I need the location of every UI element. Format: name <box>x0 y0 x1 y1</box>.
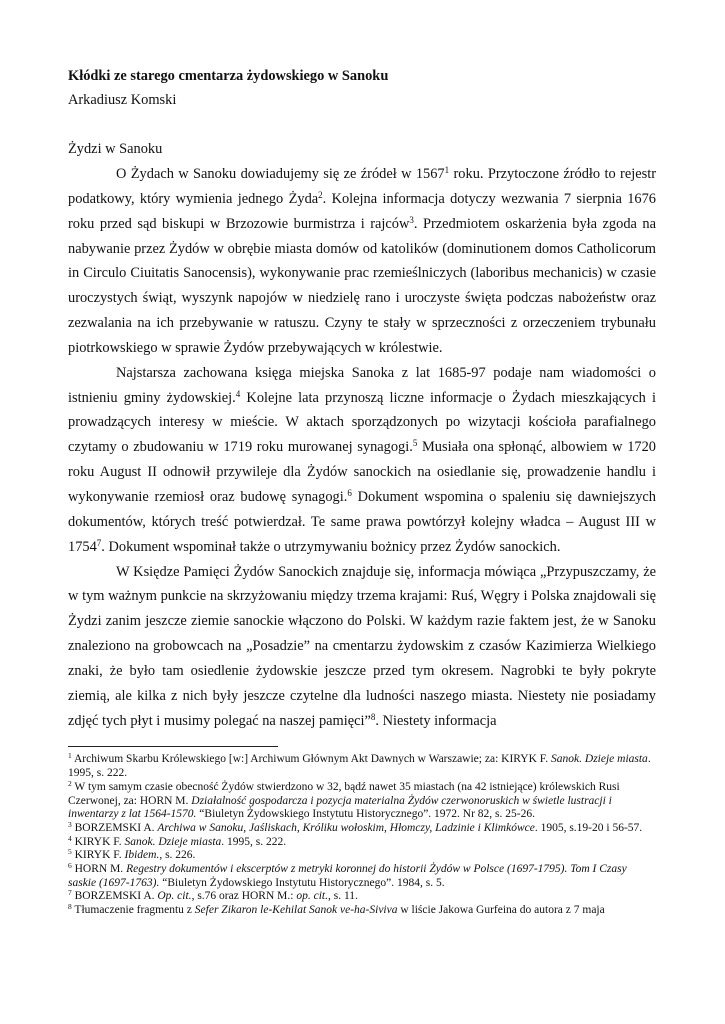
paragraph-text: . Kolejna informacja dotyczy wezwania 7 sierpnia 1676 roku przed sąd biskupi w Brzozowie burmistrza i rajców <box>68 190 657 232</box>
footnotes <box>68 753 656 917</box>
footnote-7 <box>68 890 656 904</box>
footnote-text: HORN M. <box>71 863 127 876</box>
paragraph-text: Dokument wspomina o spaleniu się dawniejszych dokumentów, których treść potwierdzał. Te same prawa powtórzył kolejny władca – August III w 1754 <box>68 488 656 555</box>
paragraph-2 <box>68 361 656 560</box>
footnote-text: , s. 11. <box>327 890 358 903</box>
footnote-text: BORZEMSKI A. <box>71 890 158 903</box>
paragraph-text: . Dokument wspominał także o utrzymywaniu bożnicy przez Żydów sanockich. <box>101 538 561 555</box>
footnote-text: . 1905, s.19-20 i 56-57. <box>534 821 643 834</box>
footnote-text: w liście Jakowa Gurfeina do autora z 7 maja <box>397 904 605 917</box>
footnote-number: 5 <box>68 847 72 857</box>
document-page <box>68 66 656 918</box>
footnote-text: Tłumaczenie fragmentu z <box>71 904 195 917</box>
footnote-italic: Sanok. Dzieje miasta <box>551 753 648 766</box>
paragraph-text: O Żydach w Sanoku dowiadujemy się ze źródeł w 1567 <box>116 166 445 182</box>
paragraph-text: W Księdze Pamięci Żydów Sanockich znajduje się, informacja mówiąca „Przypuszczamy, że w tym ważnym punkcie na skrzyżowaniu między trzema krajami: Ruś, Węgry i Polska znajdowali się Żydzi zanim jeszcze ziemie sanockie włączono do Polski. W każdym razie faktem jest, że w Sanoku znaleziono na grobowcach na „Posadzie” na cmentarzu żydowskim z czasów Kazimierza Wielkiego znaki, że było tam osiedlenie żydowskie jeszcze przed tym okresem. Nagrobki te były pokryte ziemią, ale kilka z nich były jeszcze czytelne dla ludności naszego miasta. Niestety nie posiadamy zdjęć tych płyt i musimy polegać na naszej pamięci” <box>68 563 656 729</box>
footnote-number: 1 <box>68 751 72 761</box>
footnote-6 <box>68 863 656 890</box>
footnote-italic: Regestry dokumentów i ekscerptów z metryki koronnej do historii Żydów w Polsce (1697-1795). Tom I Czasy saskie (1697-1763). <box>68 863 627 889</box>
footnote-text: W tym samym czasie obecność Żydów stwierdzono w 32, bądź nawet 35 miastach (na 42 istniejące) królewskich Rusi Czerwonej, za: HORN M. <box>68 780 620 807</box>
footnote-separator <box>68 746 278 747</box>
footnote-text: BORZEMSKI A. <box>71 821 158 834</box>
footnote-italic: op. cit. <box>296 890 328 903</box>
footnote-italic: Działalność gospodarcza i pozycja materialna Żydów czerwonoruskich w świetle lustracji i inwentarzy z lat 1564-1570. <box>68 794 612 821</box>
footnote-text: , s. 226. <box>159 849 196 862</box>
footnote-number: 7 <box>68 888 72 898</box>
paragraph-text: Najstarsza zachowana księga miejska Sanoka z lat 1685-97 podaje nam wiadomości o istnieniu gminy żydowskiej. <box>68 364 656 406</box>
footnote-ref: 7 <box>96 537 102 548</box>
footnote-ref: 6 <box>347 487 352 498</box>
document-title: Kłódki ze starego cmentarza żydowskiego w Sanoku <box>68 68 389 84</box>
section-heading: Żydzi w Sanoku <box>68 141 163 157</box>
paragraph-text: Kolejne lata przynoszą liczne informacje o Żydach mieszkających i prowadzących interesy w mieście. W aktach sporządzonych po wizytacji kościoła parafialnego czytamy o zbudowaniu w 1719 roku murowanej synagogi. <box>68 389 656 456</box>
footnote-italic: Archiwa w Sanoku, Jaśliskach, Króliku wołoskim, Hłomczy, Ladzinie i Klimkówce <box>157 821 535 834</box>
footnote-text: . 1995, s. 222. <box>221 835 287 848</box>
paragraph-text: . Przedmiotem oskarżenia była zgoda na nabywanie przez Żydów w obrębie miasta domów od katolików (dominutionem domos Catholicorum in Circulo Ciuitatis Sanocensis), wykonywanie prac rzemieślniczych (laboribus mechanicis) w czasie uroczystych świąt, wyszynk napojów w niedzielę rano i uroczyste święta podczas nabożeństw oraz zezwalania na ich przebywanie w ratuszu. Czyny te stały w sprzeczności z orzeczeniem trybunału piotrkowskiego w sprawie Żydów przebywających w królestwie. <box>68 215 656 356</box>
footnote-5 <box>68 849 656 863</box>
footnote-2 <box>68 778 656 822</box>
footnote-text: . 1995, s. 222. <box>68 753 651 780</box>
footnote-ref: 4 <box>235 388 241 399</box>
footnote-3 <box>68 819 656 836</box>
footnote-text: , s.76 oraz HORN M.: <box>191 890 297 903</box>
paragraph-1 <box>68 162 656 361</box>
footnote-text: Archiwum Skarbu Królewskiego [w:] Archiwum Głównym Akt Dawnych w Warszawie; za: KIRYK F. <box>71 753 552 766</box>
footnote-ref: 2 <box>318 189 323 200</box>
footnote-8 <box>68 904 656 918</box>
footnote-text: KIRYK F. <box>71 835 125 848</box>
footnote-number: 6 <box>68 861 72 871</box>
paragraph-text: roku. Przytoczone źródło to rejestr podatkowy, który wymienia jednego Żyda <box>68 166 656 207</box>
footnote-text: KIRYK F. <box>71 849 125 862</box>
footnote-ref: 1 <box>444 165 450 175</box>
footnote-text: “Biuletyn Żydowskiego Instytutu Historycznego”. 1972. Nr 82, s. 25-26. <box>196 808 535 821</box>
footnote-number: 3 <box>68 819 72 829</box>
footnote-italic: Sefer Zikaron le-Kehilat Sanok ve-ha-Siviva <box>194 904 398 917</box>
footnote-number: 4 <box>68 833 72 843</box>
paragraph-text: . Niestety informacja <box>375 712 497 729</box>
footnote-number: 8 <box>68 902 72 912</box>
footnote-4 <box>68 833 656 850</box>
footnote-italic: Op. cit. <box>157 890 192 903</box>
footnote-1 <box>68 753 656 780</box>
footnote-ref: 5 <box>412 438 418 449</box>
paragraph-text: Musiała ona spłonąć, albowiem w 1720 roku August II odnowił przywileje dla Żydów sanockich na osiedlanie się, prowadzenie handlu i wykonywanie rzemiosł oraz budowę synagogi. <box>68 439 656 505</box>
footnote-ref: 3 <box>409 214 414 225</box>
footnote-italic: Sanok. Dzieje miasta <box>124 835 222 848</box>
document-author: Arkadiusz Komski <box>68 92 177 108</box>
paragraph-3 <box>68 560 656 734</box>
footnote-ref: 8 <box>370 711 376 722</box>
footnote-text: “Biuletyn Żydowskiego Instytutu Historycznego”. 1984, s. 5. <box>159 876 445 889</box>
footnote-italic: Ibidem. <box>124 849 160 862</box>
footnote-number: 2 <box>68 778 72 788</box>
